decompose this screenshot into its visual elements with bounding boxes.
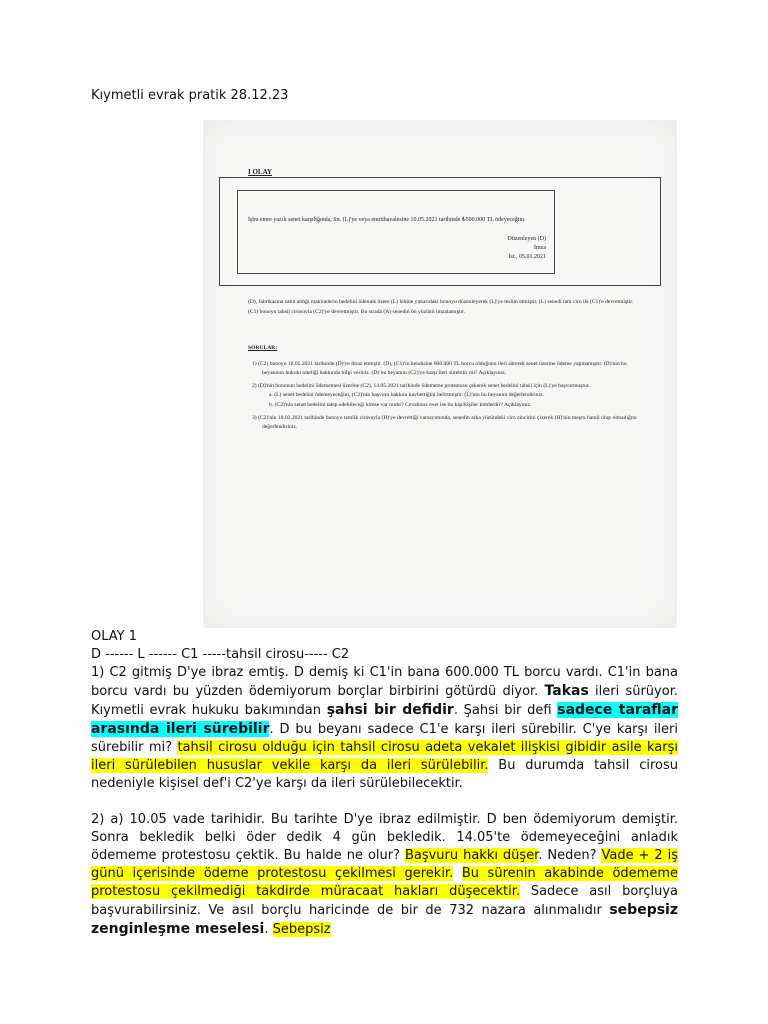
answer-2-yellow-highlight: Bu sürenin akabinde ödememe protestosu çekilmediği takdirde müracaat hakları düşecektir. <box>91 866 678 899</box>
case-label: OLAY 1 <box>91 629 138 644</box>
document-title: Kıymetli evrak pratik 28.12.23 <box>91 88 289 103</box>
answer-1-bold-defi: şahsi bir defidir <box>326 702 454 718</box>
promissory-note-text: İşbu emre yazılı senet karşılığında, Sn. (L)'ye veya emrühavalesine 10.05.2021 tarihinde ₺500.000 TL ödeyeceğim. <box>248 217 526 223</box>
answer-1-text: Bu durumda tahsil cirosu nedeniyle kişisel def'i C2'ye karşı da ileri sürülebilecektir. <box>91 758 678 791</box>
answer-1 <box>91 664 678 793</box>
answer-1-text: ileri sürüyor. Kıymetli evrak hukuku bakımından <box>91 684 678 718</box>
question-2b: b. (C2)'nin senet bedelini talep edebileceği kimse var mıdır? Cevabınız evet ise bu kişi/kişiler kimlerdir? Açıklayınız. <box>269 401 532 408</box>
promissory-note-signature <box>508 235 546 262</box>
answer-2-bold: sebepsiz zenginleşme meselesi <box>91 902 678 937</box>
answer-1-yellow-highlight: tahsil cirosu olduğu için tahsil cirosu adeta vekalet ilişkisi gibidir asile karşı ileri sürülebilen hususlar vekile karşı da ileri sürülebilir. <box>91 740 678 773</box>
answer-2-text <box>453 866 462 881</box>
answer-2 <box>91 811 678 939</box>
answer-2-yellow-highlight: Başvuru hakkı düşer <box>404 848 539 863</box>
questions-heading: SORULAR: <box>248 345 278 351</box>
answer-1-text: . D bu beyanı sadece C1'e karşı ileri sürebilir. C'ye karşı ileri sürebilir mi? <box>91 722 678 755</box>
answer-2-yellow-highlight: Vade + 2 iş günü içerisinde ödeme protestosu çekilmesi gerekir. <box>91 848 678 881</box>
answer-2-yellow-highlight: Sebepsiz <box>272 922 331 937</box>
answer-1-text: 1) C2 gitmiş D'ye ibraz emtiş. D demiş ki C1'in bana 600.000 TL borcu vardı. C1'in bana borcu vardı bu yüzden ödemiyorum borçlar birbirini götürdü diyor. <box>91 665 678 699</box>
signature-place-date: İst., 05.01.2021 <box>508 254 546 260</box>
scan-questions <box>248 344 638 433</box>
endorsement-chain: D ------ L ------ C1 -----tahsil cirosu----- C2 <box>91 647 350 662</box>
answer-1-text: . Şahsi bir defi <box>453 703 558 718</box>
question-2: 2) (D)'nin bononun bedelini ödememesi üzerine (C2), 14.05.2021 tarihinde ödememe protestosu çekerek senet bedelini tahsil için (L)'ye başvurmuştur. <box>252 382 590 389</box>
promissory-note-box <box>237 190 555 274</box>
question-3: 3) (C2)'nin 10.03.2021 tarihinde bonoyu temlik cirosuyla (H)'ye devrettiği varsayımında, senedin arka yüzündeki ciro zincirini çizerek (H)'nin meşru hamil olup olmadığını değerlendiriniz. <box>252 414 637 431</box>
notes-body <box>91 628 678 939</box>
answer-2-text: . Neden? <box>538 848 602 863</box>
scan-case-text <box>248 298 638 317</box>
question-2a: a. (L) senet bedelini ödemeyeceğini, (C2)'nin başvuru hakkını kaybettiğini belirtmiştir. (L)'nin bu beyanını değerlendiriniz. <box>269 392 544 399</box>
scanned-exam-image <box>203 120 677 628</box>
answer-2-text: . <box>264 922 273 937</box>
case-paragraph: (D), fabrikasına satın aldığı makinelerin bedelini ödemek üzere (L) lehine yukarıdaki bonoyu düzenleyerek (L)'ye teslim etmiştir. (L) senedi tam ciro ile (C1)'e devretmiştir. (C1) bonoyu tahsil cirosuyla (C2)'ye devretmiştir. Bu sırada (A) senedin ön yüzünü imzalamıştır. <box>248 299 634 315</box>
answer-2-text: Sadece asıl borçluya başvurabilirsiniz. Ve asıl borçlu haricinde de bir de 732 nazara alınmalıdır <box>91 884 678 918</box>
scan-heading: I OLAY <box>248 168 273 176</box>
answer-1-bold-takas: Takas <box>544 683 589 699</box>
signature-issuer: Düzenleyen (D) <box>507 236 546 242</box>
answer-1-cyan-highlight: sadece taraflar arasında ileri sürebilir <box>91 702 679 737</box>
answer-2-text: 2) a) 10.05 vade tarihidir. Bu tarihte D'ye ibraz edilmiştir. D ben ödemiyorum demiştir. Sonra bekledik belki öder dedik 4 gün bekledik. 14.05'te ödemeyeceğini anladık ödememe protestosu çektik. Bu halde ne olur? <box>91 812 678 863</box>
question-1: 1) (C2) bonoyu 10.05.2021 tarihinde (D)'ye ibraz etmiştir. (D), (C1)'in kendisine 600.000 TL borcu olduğunu ileri sürerek senet üzerine ödeme yapmamıştır. (D)'nin bu beyanının hukuki niteliği hakkında bilgi veriniz. (D) bu beyanını (C2)'ye karşı ileri sürebilir mi? Açıklayınız. <box>252 360 627 377</box>
signature-label: İmza <box>534 245 546 251</box>
